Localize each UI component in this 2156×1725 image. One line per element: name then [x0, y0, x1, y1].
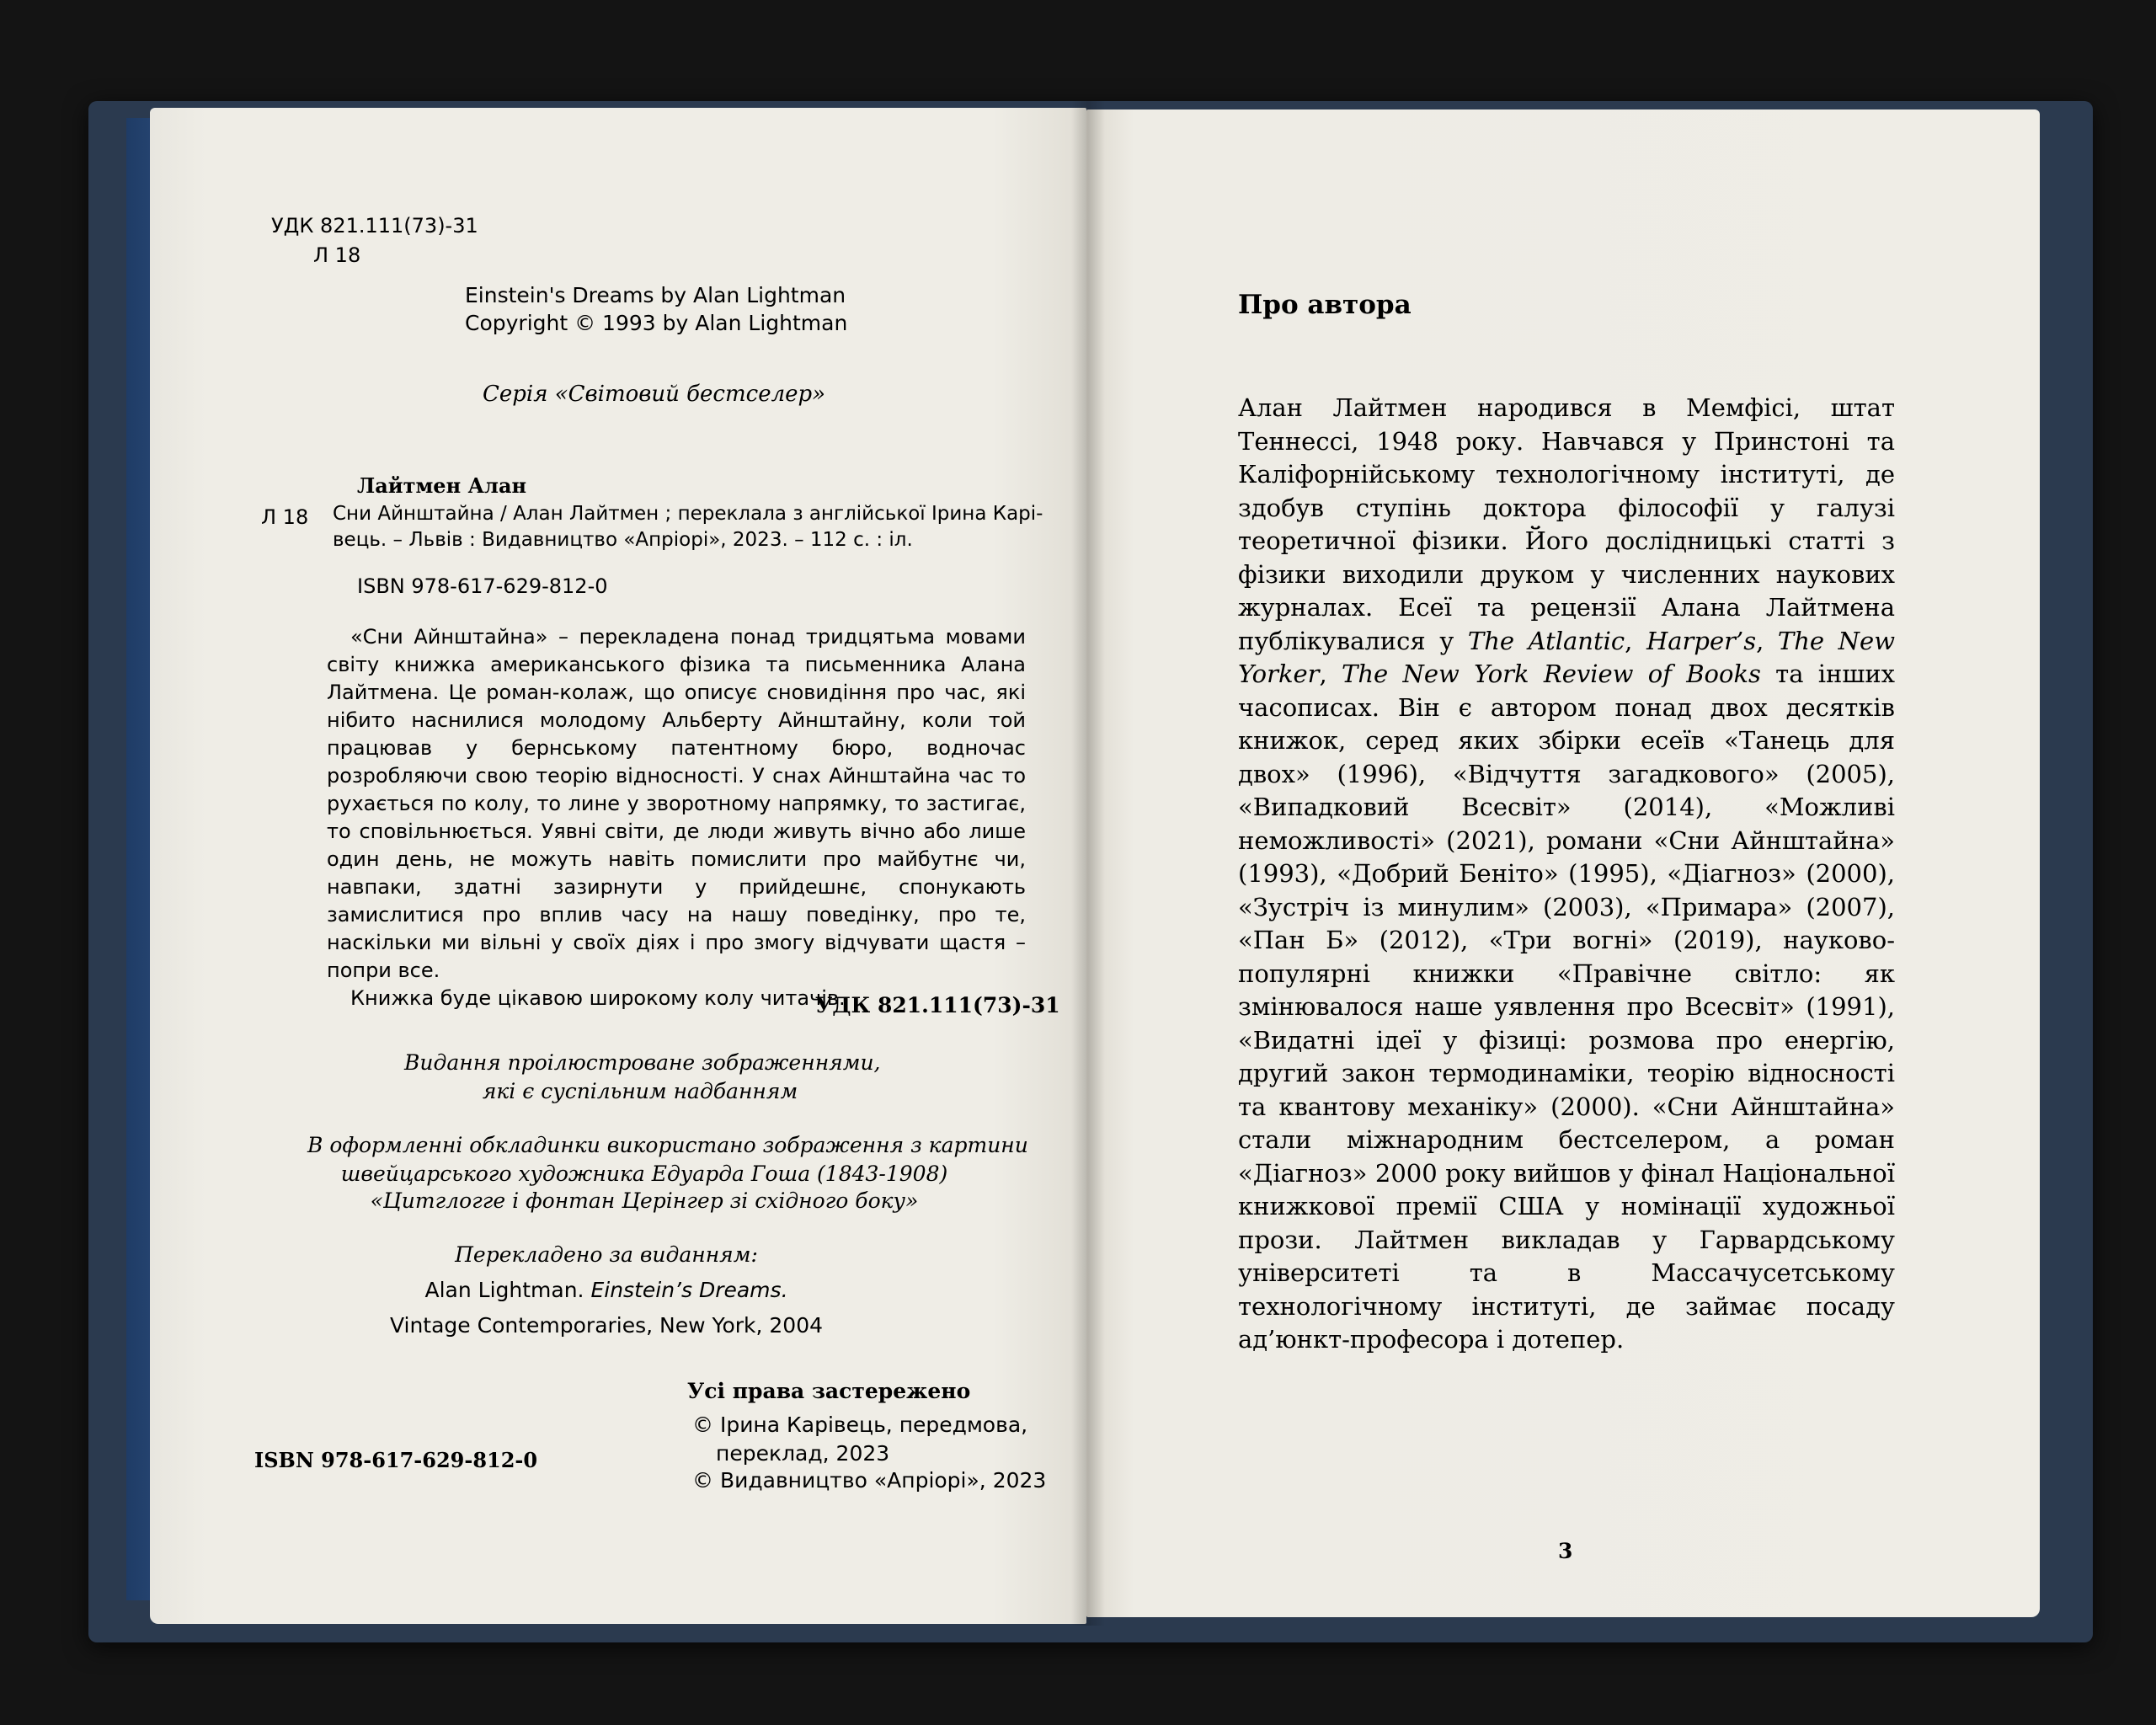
translated-from-label: Перекладено за виданням:: [455, 1242, 758, 1267]
code-top: Л 18: [313, 243, 361, 267]
about-text-part-1: Алан Лайтмен народився в Мемфісі, штат Теннессі, 1948 року. Навчався у Принстоні та Каліфорнійському технологічному інституті, де здобув ступінь доктора філософії у галузі теоретичної фізики. Його дослідницькі статті з фізики виходили друком у численних наукових журналах. Есеї та рецензії Алана Лайтмена публікувалися у: [1238, 393, 1895, 655]
magazine-atlantic: The Atlantic: [1467, 626, 1625, 655]
original-title: Einstein's Dreams by Alan Lightman: [465, 283, 846, 307]
separator: ,: [1319, 660, 1342, 688]
separator: ,: [1756, 626, 1778, 655]
source-publisher: Vintage Contemporaries, New York, 2004: [389, 1313, 824, 1338]
about-text-part-2: та інших часописах. Він є автором понад двох десятків книжок, серед яких збірки есеїв «Танець для двох» (1996), «Відчуття загадкового» (2005), «Випадковий Всесвіт» (2014), «Можливі неможливості» (2021), романи «Сни Айнштайна» (1993), «Добрий Беніто» (1995), «Діагноз» (2000), «Зустріч із минулим» (2003), «Примара» (2007), «Пан Б» (2012), «Три вогні» (2019), науково-популярні книжки «Правічне світло: як змінювалося наше уявлення про Всесвіт» (1991), «Видатні ідеї у фізиці: розмова про енергію, другий закон термодинаміки, теорію відносності та квантову механіку» (2000). «Сни Айнштайна» стали міжнародним бестселером, а роман «Діагноз» 2000 року вийшов у фінал Національної книжкової премії США у номінації художньої прози. Лайтмен викладав у Гарвардському університеті та в Массачусетському технологічному інституті, де займає посаду ад’юнкт-професора і дотепер.: [1238, 660, 1896, 1354]
rights-line-2: переклад, 2023: [716, 1441, 890, 1466]
isbn-bottom: ISBN 978-617-629-812-0: [254, 1448, 538, 1472]
udk-top: УДК 821.111(73)-31: [271, 214, 478, 238]
annotation-paragraph: «Сни Айнштайна» – перекладена понад тридцятьма мовами світу книжка американського фізика та письменника Алана Лайтмена. Це роман-колаж, що описує сновидіння про час, які нібито наснилися молодому Альберту Айнштайну, коли той працював у бернському патентному бюро, водночас розробляючи свою теорію відносності. У снах Айнштайна час то рухається по колу, то лине у зворотному напрямку, то застигає, то сповільнюється. Уявні світи, де люди живуть вічно або лише один день, не можуть навіть помислити про майбутнє чи, навпаки, здатні зазирнути у прийдешнє, спонукають замислитися про вплив часу на нашу поведінку, про те, наскільки ми вільні у своїх діях і про змогу відчувати щастя – попри все.: [327, 625, 1026, 982]
annotation: [327, 623, 1026, 1012]
source-title-line: [354, 1277, 859, 1304]
rights-line-3: © Видавництво «Апріорі», 2023: [692, 1468, 1047, 1493]
illustrations-note-line-2: які є суспільним надбанням: [482, 1079, 798, 1103]
bibliographic-line-1: Сни Айнштайна / Алан Лайтмен ; переклала з англійської Ірина Карі-: [333, 503, 1043, 525]
separator: ,: [1625, 626, 1646, 655]
cover-note-line-2: швейцарського художника Едуарда Гоша (1843-1908): [340, 1162, 948, 1186]
rights-heading: Усі права застережено: [687, 1379, 971, 1403]
magazine-nyrb: The New York Review of Books: [1342, 660, 1761, 688]
illustrations-note-line-1: Видання проілюстроване зображеннями,: [404, 1050, 881, 1075]
cover-note-line-3: «Цитглогге і фонтан Церінгер зі східного боку»: [370, 1188, 919, 1213]
bibliographic-line-2: вець. – Львів : Видавництво «Апріорі», 2023. – 112 с. : іл.: [333, 529, 913, 551]
udk-right: УДК 821.111(73)-31: [815, 993, 1060, 1017]
source-author: Alan Lightman.: [424, 1278, 584, 1302]
page-number: 3: [1558, 1539, 1573, 1563]
about-author-text: [1238, 392, 1895, 1357]
annotation-audience: Книжка буде цікавою широкому колу читачів.: [350, 986, 846, 1010]
code-side: Л 18: [261, 505, 309, 529]
author-heading: Лайтмен Алан: [357, 473, 527, 498]
rights-line-1: © Ірина Карівець, передмова,: [692, 1413, 1028, 1437]
book-gutter: [1071, 101, 1105, 1626]
source-title: Einstein’s Dreams.: [590, 1278, 788, 1302]
isbn-line: ISBN 978-617-629-812-0: [357, 574, 608, 598]
series-name: Серія «Світовий бестселер»: [483, 382, 826, 407]
cover-note-line-1: В оформленні обкладинки використано зображення з картини: [307, 1133, 1028, 1157]
original-copyright: Copyright © 1993 by Alan Lightman: [465, 311, 848, 335]
magazine-new-yorker: The New Yorker: [1238, 626, 1896, 688]
about-author-heading: Про автора: [1238, 290, 1412, 320]
magazine-harpers: Harper’s: [1646, 626, 1757, 655]
